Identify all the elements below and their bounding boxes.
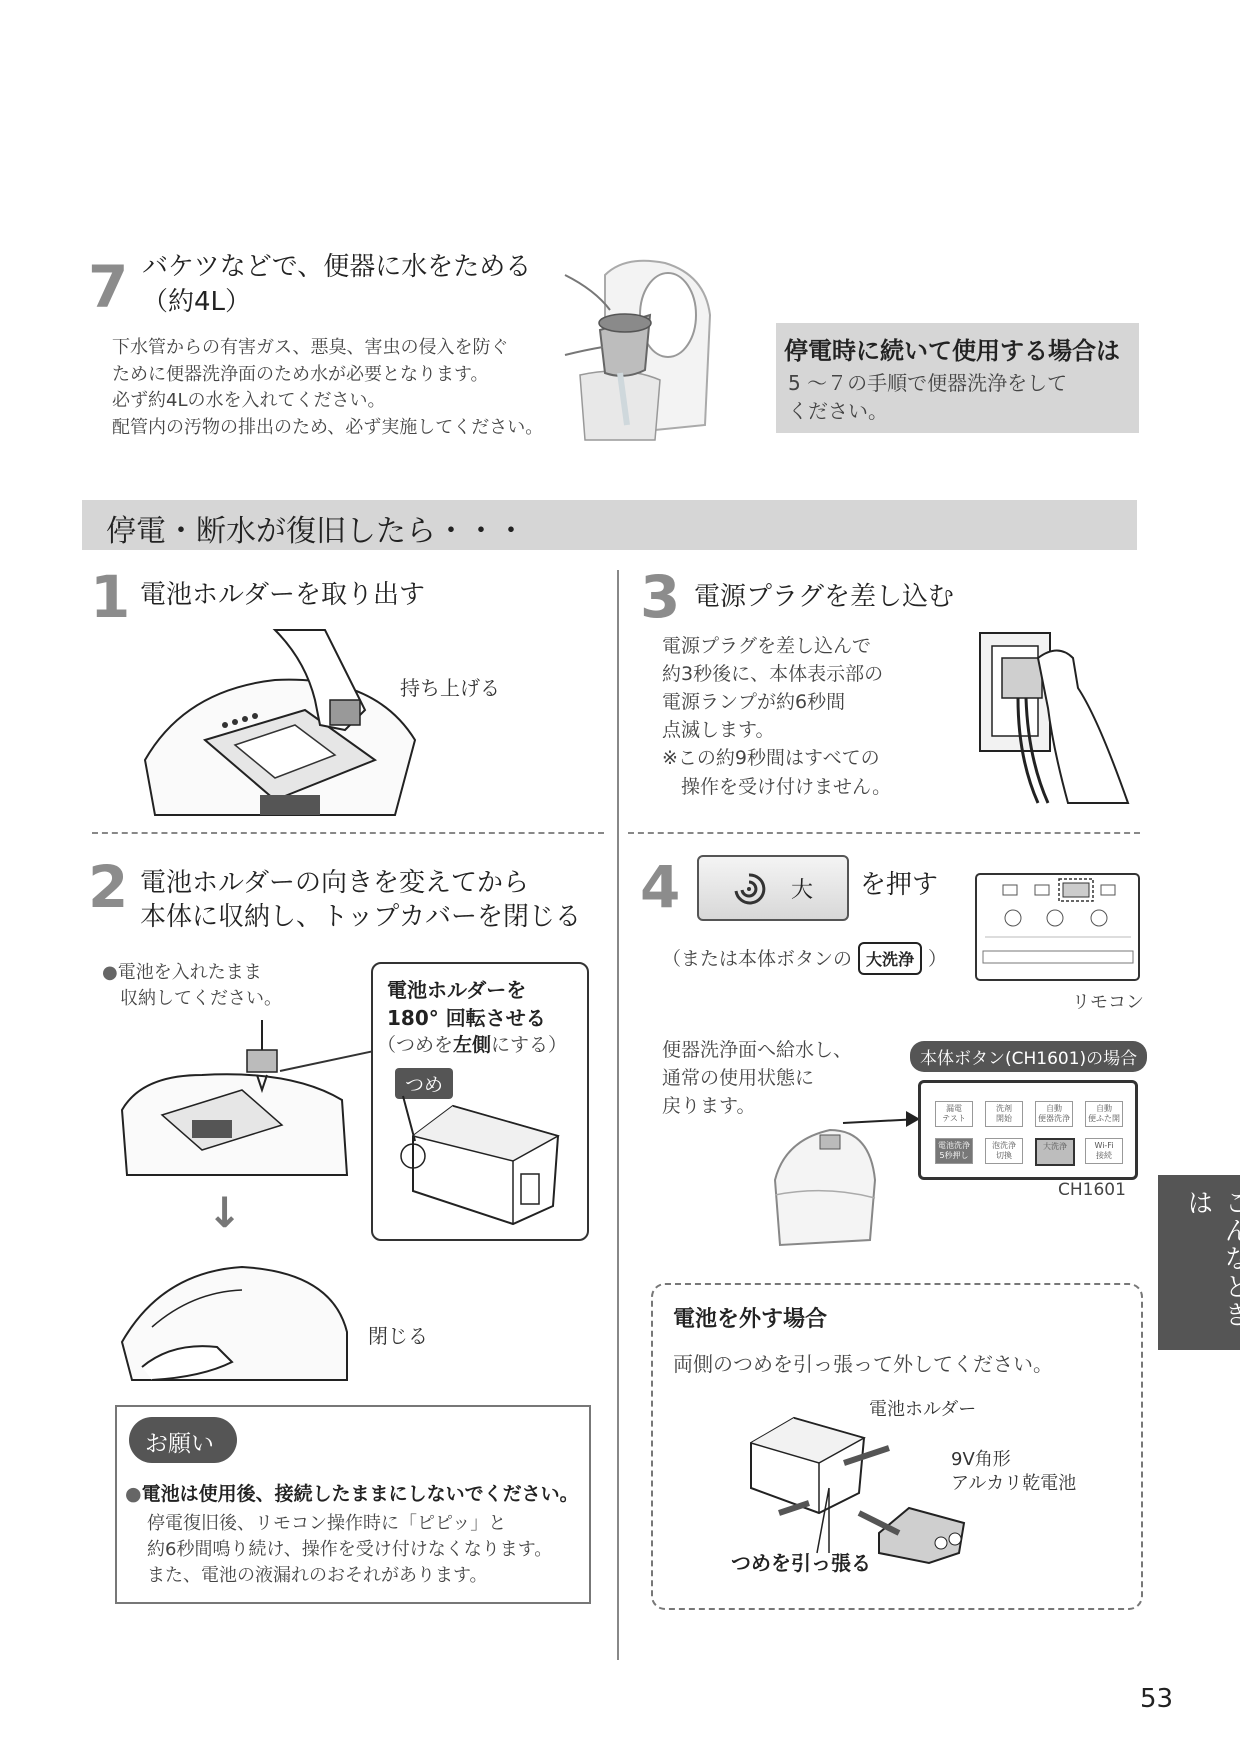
battery-removal-illustration [749,1413,989,1563]
step2-number: 2 [88,853,129,921]
step4-body-line: 戻ります。 [662,1095,756,1118]
panel-btn-daisenjo[interactable] [1035,1138,1075,1166]
step7-body-line: ために便器洗浄面のため水が必要となります。 [112,363,489,385]
step4-body-line: 通常の使用状態に [662,1067,815,1090]
battery-remove-title: 電池を外す場合 [673,1307,828,1332]
step4-alt-pre: （または本体ボタンの [662,948,853,970]
panel-btn-r1c4[interactable] [1085,1101,1123,1127]
bullet-dot-icon: ● [125,1483,142,1505]
step7-body-line: 配管内の汚物の排出のため、必ず実施してください。 [112,416,544,438]
caution-body-line: 停電復旧後、リモコン操作時に「ピピッ」と [147,1513,507,1534]
step4-body-line: 便器洗浄面へ給水し、 [662,1039,853,1061]
section-header [82,500,1137,550]
step7-title-line1: バケツなどで、便器に水をためる [142,252,532,282]
toilet-unit-illustration [770,1120,885,1250]
flush-large-label: 大 [791,878,814,903]
caution-body-line: また、電池の液漏れのおそれがあります。 [147,1565,488,1587]
step7-body [112,335,543,442]
step3-body-line: ※この約9秒間はすべての [662,747,880,770]
lift-label: 持ち上げる [400,676,500,700]
step3-body-line: 電源プラグを差し込んで [662,635,872,657]
step4-press-text: を押す [860,870,939,900]
swirl-icon [729,869,769,909]
step2-bullet [102,960,282,1012]
close-label: 閉じる [368,1324,428,1348]
panel-btn-label: 自動 便器洗浄 [1038,1104,1070,1123]
step1-title: 電池ホルダーを取り出す [140,580,425,610]
callout-line3-bold: 左側 [453,1034,492,1056]
step3-body [662,632,891,801]
panel-btn-r1c3[interactable] [1035,1101,1073,1127]
plug-outlet-illustration [978,628,1143,803]
ch1601-model-label: CH1601 [1058,1180,1126,1200]
battery-holder-rotated-illustration [393,1096,568,1226]
step7-body-line: 必ず約4Lの水を入れてください。 [112,390,386,412]
step2-bullet-line1: 電池を入れたまま [117,962,262,983]
battery-holder-insert-illustration [122,1020,357,1175]
step3-body-line: 点滅します。 [662,719,775,742]
step4-body [662,1036,852,1120]
divider-right [628,832,1140,834]
sidetab-label: こんなときは [1183,1189,1250,1329]
bucket-toilet-illustration [565,255,725,440]
panel-btn-label: 泡洗浄 切換 [992,1141,1016,1160]
caution-body [147,1511,552,1589]
note-box [776,323,1139,433]
ch1601-badge: 本体ボタン(CH1601)の場合 [910,1041,1147,1072]
callout-line3-pre: （つめを [377,1034,454,1056]
panel-btn-label: 漏電 テスト [942,1104,966,1123]
caution-badge-label: お願い [145,1431,214,1457]
panel-btn-label: 大洗浄 [1043,1142,1067,1151]
step7-body-line: 下水管からの有害ガス、悪臭、害虫の侵入を防ぐ [112,337,509,358]
remote-control-illustration [975,873,1140,981]
step1-number: 1 [90,563,131,631]
panel-btn-r1c2[interactable] [985,1101,1023,1127]
step3-body-line: 約3秒後に、本体表示部の [662,663,884,686]
ch1601-panel [918,1080,1138,1180]
sidetab[interactable] [1158,1175,1250,1350]
rotate-callout [371,962,589,1241]
caution-bullet-text: 電池は使用後、接続したままにしないでください。 [141,1483,579,1505]
page-number: 53 [1140,1684,1174,1714]
note-box-line1: 5 ～７の手順で便器洗浄をして [788,371,1068,395]
step4-number: 4 [640,853,681,921]
callout-line3-post: にする） [491,1034,568,1056]
battery-remove-desc: 両側のつめを引っ張って外してください。 [673,1352,1053,1376]
step4-alt-post: ） [928,948,948,970]
step2-bullet-line2: 収納してください。 [120,988,282,1010]
caution-box [115,1405,591,1604]
pull-label: つめを引っ張る [731,1551,871,1575]
bullet-dot-icon: ● [102,962,118,983]
battery-remove-box [651,1283,1143,1610]
step3-body-line: 操作を受け付けません。 [662,775,892,798]
battery-holder-lift-illustration [145,630,445,820]
daisenjo-button[interactable]: 大洗浄 [858,942,922,975]
battery-label-1: 9V角形 [951,1449,1011,1470]
note-box-line2: ください。 [788,399,888,423]
panel-btn-r2c1[interactable] [935,1138,973,1164]
callout-line3 [377,1030,567,1057]
caution-body-line: 約6秒間鳴り続け、操作を受け付けなくなります。 [147,1539,553,1561]
callout-line1: 電池ホルダーを [387,978,527,1002]
caution-badge [129,1417,237,1463]
panel-btn-label: 洗剤 開始 [996,1104,1012,1123]
flush-large-button[interactable] [697,855,849,921]
step2-title-line1: 電池ホルダーの向きを変えてから [140,868,529,898]
close-cover-illustration [122,1262,352,1380]
callout-line2: 180° 回転させる [387,1006,546,1030]
holder-label: 電池ホルダー [869,1399,977,1420]
panel-btn-label: 電池洗浄 5秒押し [938,1141,970,1160]
step2-title-line2: 本体に収納し、トップカバーを閉じる [140,902,581,932]
step4-alt [662,942,947,975]
note-box-title: 停電時に続いて使用する場合は [784,337,1120,365]
panel-btn-label: Wi-Fi 接続 [1094,1141,1114,1160]
step3-body-line: 電源ランプが約6秒間 [662,691,846,714]
divider-left [92,832,604,834]
panel-btn-r2c4[interactable] [1085,1138,1123,1164]
section-title: 停電・断水が復旧したら・・・ [106,514,526,549]
step3-title: 電源プラグを差し込む [694,582,955,612]
caution-bullet [125,1479,579,1506]
panel-btn-r1c1[interactable] [935,1101,973,1127]
step7-number: 7 [88,253,129,321]
remote-label: リモコン [1072,992,1144,1013]
battery-label-2: アルカリ乾電池 [951,1473,1077,1494]
down-arrow-icon: ↓ [207,1188,243,1237]
step3-number: 3 [640,563,681,631]
step7-title-line2: （約4L） [142,287,252,317]
panel-btn-r2c2[interactable] [985,1138,1023,1164]
panel-btn-label: 自動 便ふた開 [1088,1104,1120,1123]
tsume-tag: つめ [395,1068,453,1099]
column-divider [617,570,619,1660]
